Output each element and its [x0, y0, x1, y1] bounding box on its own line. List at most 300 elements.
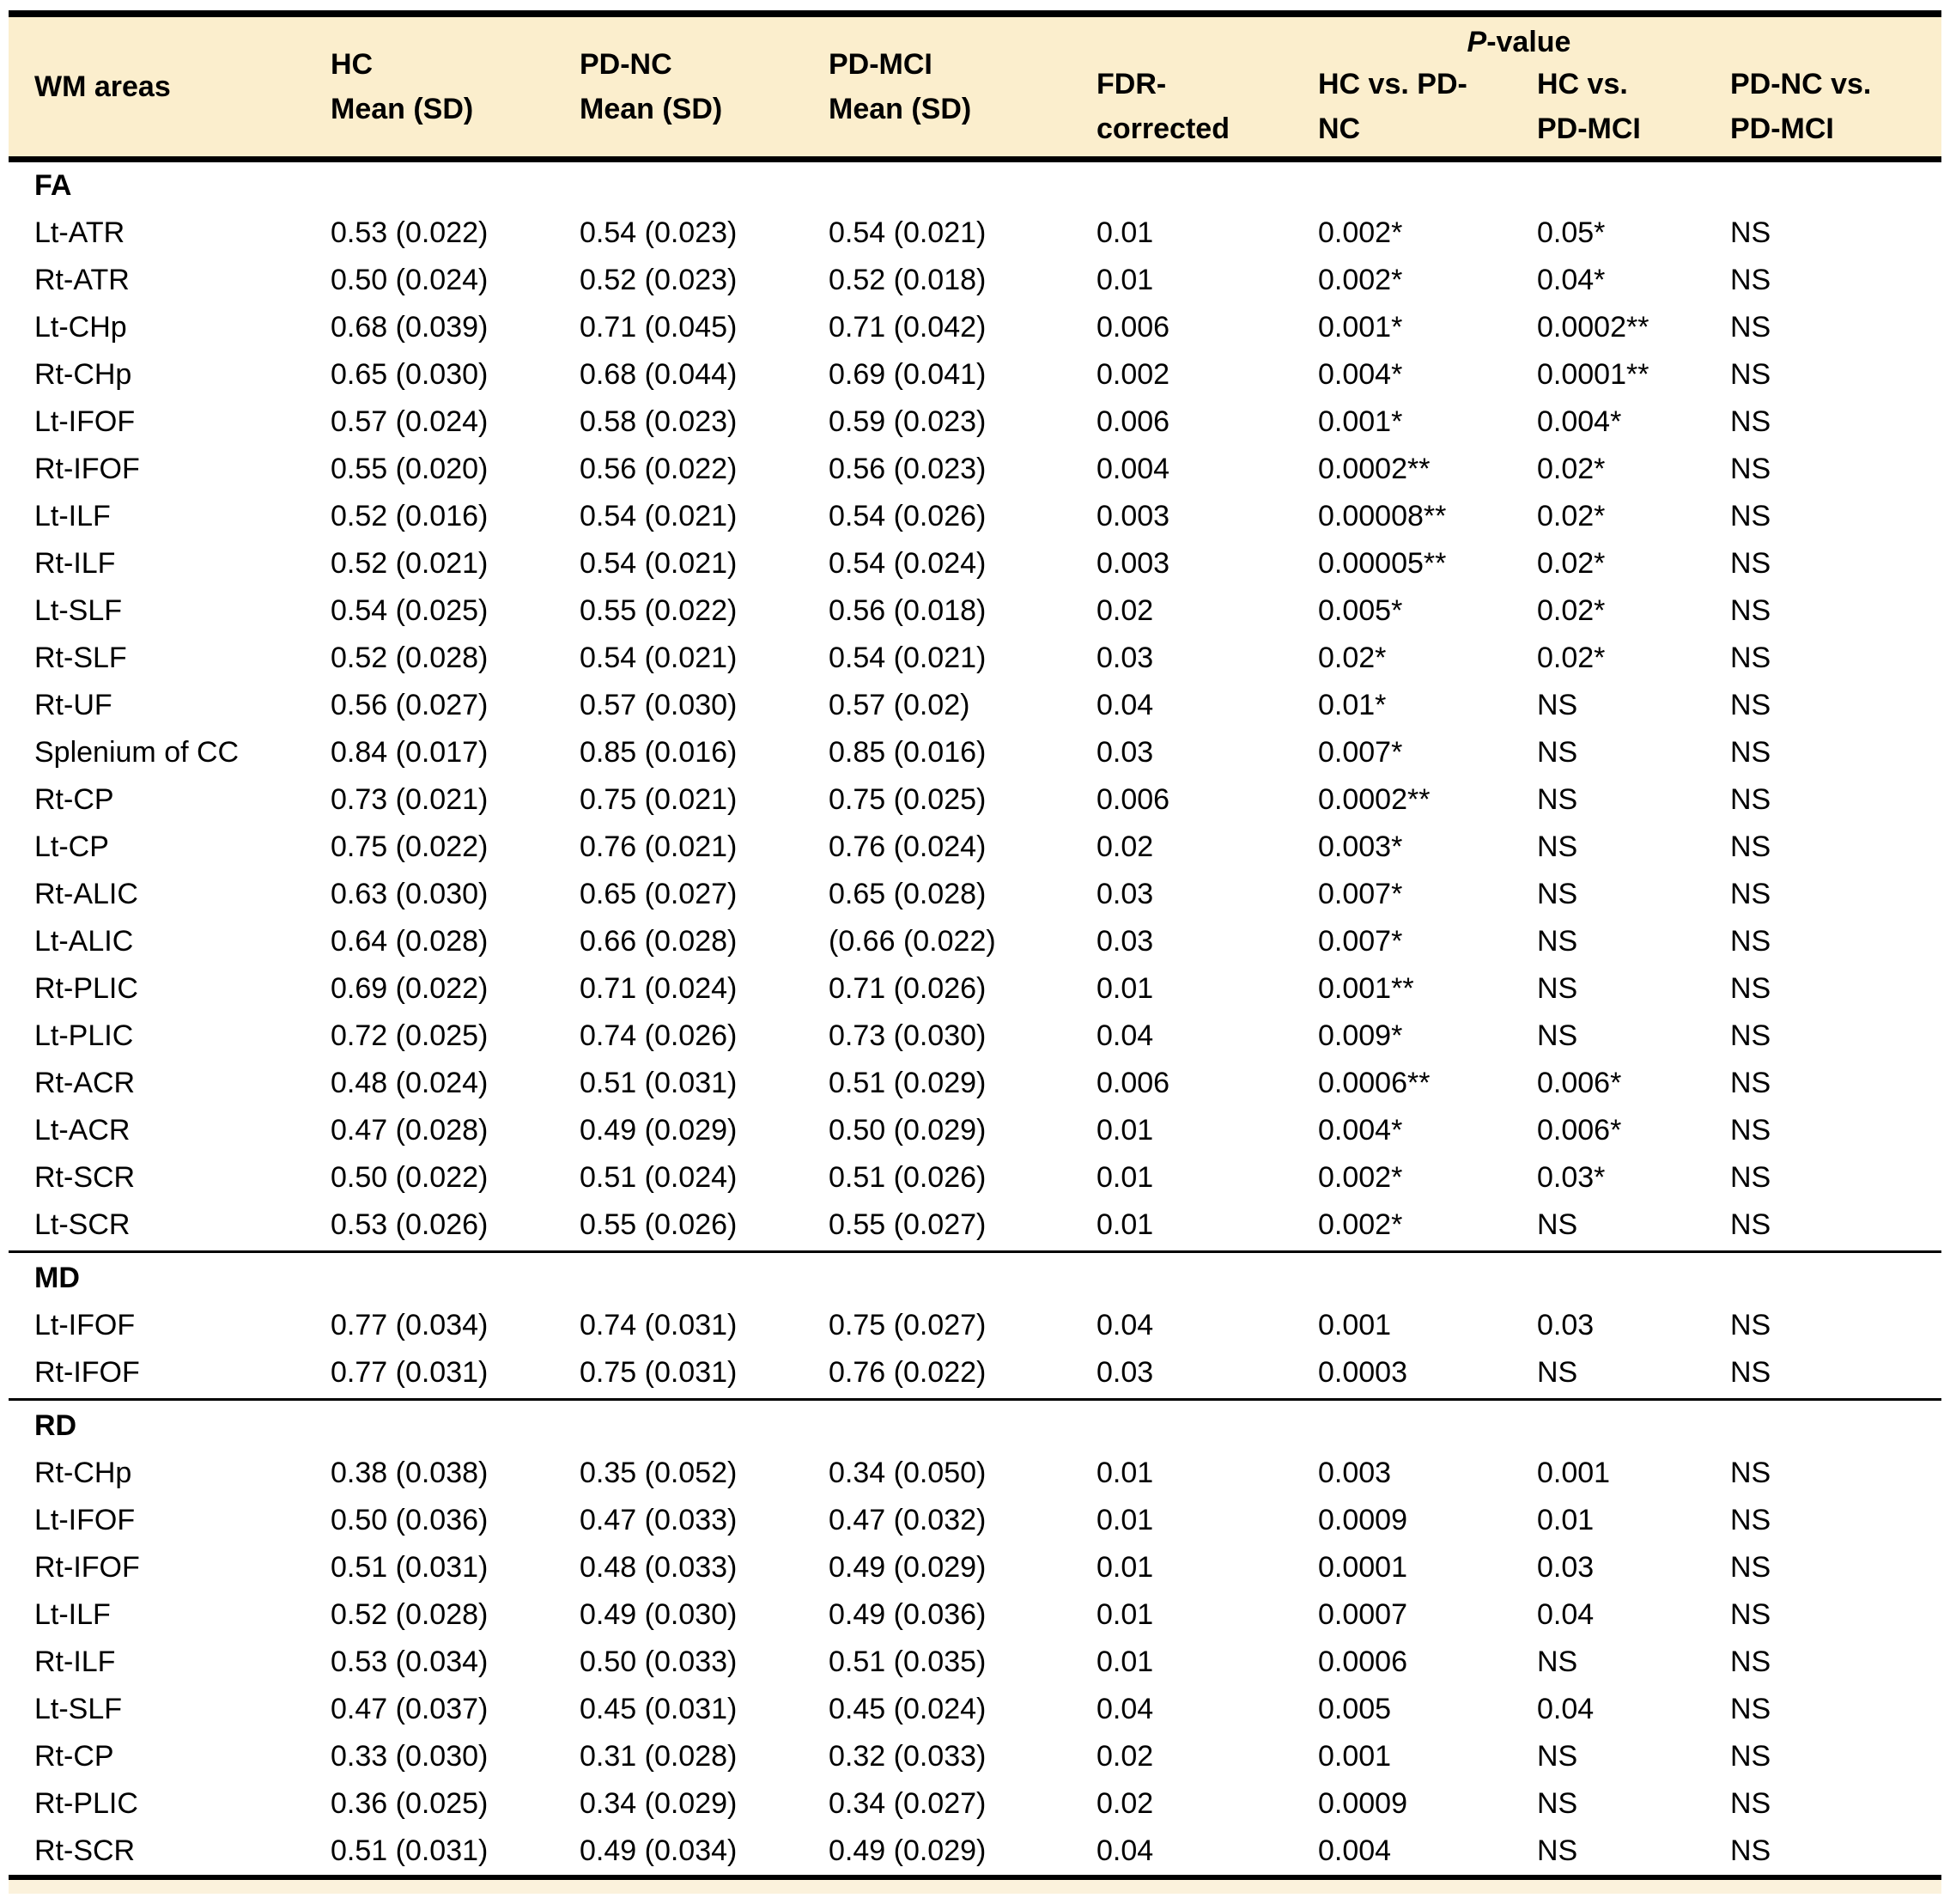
cell-fdr-corrected: 0.01 — [1096, 264, 1154, 296]
cell-pdnc-mean-sd: 0.57 (0.030) — [580, 689, 738, 721]
cell-p-hc-vs-pdmci: NS — [1537, 783, 1578, 816]
cell-p-hc-vs-pdnc: 0.001** — [1318, 972, 1414, 1005]
cell-pdmci-mean-sd: 0.47 (0.032) — [829, 1504, 987, 1536]
cell-hc-mean-sd: 0.50 (0.024) — [331, 264, 489, 296]
cell-pdmci-mean-sd: 0.51 (0.029) — [829, 1067, 987, 1099]
table-row — [9, 1107, 1941, 1154]
cell-p-hc-vs-pdnc: 0.0007 — [1318, 1598, 1407, 1631]
cell-p-hc-vs-pdnc: 0.001* — [1318, 405, 1403, 438]
cell-fdr-corrected: 0.03 — [1096, 925, 1154, 958]
cell-pdmci-mean-sd: 0.56 (0.023) — [829, 453, 987, 485]
table-row — [9, 398, 1941, 446]
cell-hc-mean-sd: 0.56 (0.027) — [331, 689, 489, 721]
cell-fdr-corrected: 0.01 — [1096, 1114, 1154, 1147]
cell-wm-area: Lt-IFOF — [34, 405, 136, 438]
cell-pdnc-mean-sd: 0.65 (0.027) — [580, 878, 738, 910]
cell-pdnc-mean-sd: 0.49 (0.029) — [580, 1114, 738, 1147]
table-row — [9, 1302, 1941, 1349]
cell-pdnc-mean-sd: 0.58 (0.023) — [580, 405, 738, 438]
cell-wm-area: Lt-IFOF — [34, 1504, 136, 1536]
cell-pdnc-mean-sd: 0.47 (0.033) — [580, 1504, 738, 1536]
cell-p-pdnc-vs-pdmci: NS — [1730, 1834, 1771, 1867]
header-pdnc-label: PD-NC — [580, 48, 672, 81]
bottom-highlight-strip — [9, 1880, 1941, 1894]
header-pdnc-vs-pdmci — [1730, 62, 1941, 156]
table-row — [9, 210, 1941, 257]
cell-wm-area: Lt-ALIC — [34, 925, 134, 958]
cell-hc-mean-sd: 0.75 (0.022) — [331, 830, 489, 863]
cell-fdr-corrected: 0.02 — [1096, 594, 1154, 627]
cell-p-pdnc-vs-pdmci: NS — [1730, 358, 1771, 391]
section-label-row — [9, 1402, 1941, 1450]
cell-hc-mean-sd: 0.36 (0.025) — [331, 1787, 489, 1820]
cell-hc-mean-sd: 0.53 (0.034) — [331, 1645, 489, 1678]
section-label-row — [9, 162, 1941, 210]
cell-p-hc-vs-pdnc: 0.0003 — [1318, 1356, 1407, 1389]
cell-pdmci-mean-sd: 0.54 (0.021) — [829, 216, 987, 249]
cell-hc-mean-sd: 0.77 (0.031) — [331, 1356, 489, 1389]
cell-fdr-corrected: 0.04 — [1096, 1309, 1154, 1341]
cell-p-pdnc-vs-pdmci: NS — [1730, 500, 1771, 532]
cell-p-pdnc-vs-pdmci: NS — [1730, 783, 1771, 816]
cell-pdnc-mean-sd: 0.71 (0.024) — [580, 972, 738, 1005]
cell-pdnc-mean-sd: 0.51 (0.024) — [580, 1161, 738, 1194]
cell-fdr-corrected: 0.003 — [1096, 500, 1170, 532]
header-fdr-line1: FDR- — [1096, 68, 1167, 100]
header-hc-label: HC — [331, 48, 374, 81]
section-label: RD — [34, 1409, 77, 1442]
table-row — [9, 1060, 1941, 1107]
table-row — [9, 1201, 1941, 1249]
cell-wm-area: Lt-SLF — [34, 1693, 123, 1725]
table-row — [9, 1349, 1941, 1396]
cell-p-hc-vs-pdmci: NS — [1537, 830, 1578, 863]
table-row — [9, 682, 1941, 729]
cell-pdmci-mean-sd: 0.59 (0.023) — [829, 405, 987, 438]
table-row — [9, 1639, 1941, 1686]
header-hc-vs-pdnc-line2: NC — [1318, 113, 1361, 145]
cell-p-pdnc-vs-pdmci: NS — [1730, 453, 1771, 485]
cell-p-hc-vs-pdnc: 0.002* — [1318, 264, 1403, 296]
section-label: FA — [34, 169, 72, 202]
section-divider-rule — [9, 1398, 1941, 1401]
cell-p-pdnc-vs-pdmci: NS — [1730, 405, 1771, 438]
cell-p-hc-vs-pdnc: 0.0006** — [1318, 1067, 1431, 1099]
cell-pdnc-mean-sd: 0.54 (0.021) — [580, 500, 738, 532]
cell-fdr-corrected: 0.02 — [1096, 830, 1154, 863]
cell-p-hc-vs-pdmci: 0.04 — [1537, 1598, 1595, 1631]
cell-pdnc-mean-sd: 0.75 (0.031) — [580, 1356, 738, 1389]
cell-fdr-corrected: 0.003 — [1096, 547, 1170, 580]
cell-pdnc-mean-sd: 0.48 (0.033) — [580, 1551, 738, 1584]
table-row — [9, 635, 1941, 682]
cell-hc-mean-sd: 0.64 (0.028) — [331, 925, 489, 958]
cell-hc-mean-sd: 0.33 (0.030) — [331, 1740, 489, 1773]
cell-p-hc-vs-pdnc: 0.002* — [1318, 1161, 1403, 1194]
table-row — [9, 1780, 1941, 1828]
table-body — [9, 162, 1941, 1875]
cell-hc-mean-sd: 0.63 (0.030) — [331, 878, 489, 910]
cell-wm-area: Rt-CHp — [34, 1457, 132, 1489]
cell-hc-mean-sd: 0.72 (0.025) — [331, 1019, 489, 1052]
cell-pdnc-mean-sd: 0.74 (0.031) — [580, 1309, 738, 1341]
cell-wm-area: Rt-ACR — [34, 1067, 136, 1099]
cell-wm-area: Lt-CHp — [34, 311, 127, 344]
cell-fdr-corrected: 0.01 — [1096, 1551, 1154, 1584]
cell-pdmci-mean-sd: 0.51 (0.035) — [829, 1645, 987, 1678]
cell-p-hc-vs-pdnc: 0.0002** — [1318, 783, 1431, 816]
cell-hc-mean-sd: 0.52 (0.028) — [331, 1598, 489, 1631]
cell-pdmci-mean-sd: 0.32 (0.033) — [829, 1740, 987, 1773]
cell-p-hc-vs-pdmci: NS — [1537, 1645, 1578, 1678]
cell-pdnc-mean-sd: 0.55 (0.026) — [580, 1208, 738, 1241]
cell-pdmci-mean-sd: 0.49 (0.036) — [829, 1598, 987, 1631]
cell-hc-mean-sd: 0.54 (0.025) — [331, 594, 489, 627]
cell-p-pdnc-vs-pdmci: NS — [1730, 736, 1771, 769]
table-row — [9, 729, 1941, 776]
table-row — [9, 1154, 1941, 1201]
cell-pdnc-mean-sd: 0.74 (0.026) — [580, 1019, 738, 1052]
statistics-table — [9, 10, 1941, 1894]
table-row — [9, 1591, 1941, 1639]
cell-hc-mean-sd: 0.47 (0.037) — [331, 1693, 489, 1725]
cell-p-hc-vs-pdnc: 0.02* — [1318, 642, 1387, 674]
cell-fdr-corrected: 0.004 — [1096, 453, 1170, 485]
cell-p-hc-vs-pdnc: 0.007* — [1318, 878, 1403, 910]
cell-p-hc-vs-pdmci: 0.03 — [1537, 1309, 1595, 1341]
cell-p-hc-vs-pdnc: 0.00008** — [1318, 500, 1447, 532]
cell-p-hc-vs-pdnc: 0.001 — [1318, 1309, 1392, 1341]
table-row — [9, 918, 1941, 965]
cell-wm-area: Lt-ATR — [34, 216, 125, 249]
cell-hc-mean-sd: 0.48 (0.024) — [331, 1067, 489, 1099]
cell-fdr-corrected: 0.02 — [1096, 1787, 1154, 1820]
cell-hc-mean-sd: 0.53 (0.026) — [331, 1208, 489, 1241]
cell-pdnc-mean-sd: 0.54 (0.021) — [580, 642, 738, 674]
cell-pdmci-mean-sd: 0.71 (0.026) — [829, 972, 987, 1005]
cell-fdr-corrected: 0.04 — [1096, 1693, 1154, 1725]
cell-p-hc-vs-pdmci: 0.03* — [1537, 1161, 1606, 1194]
cell-p-pdnc-vs-pdmci: NS — [1730, 1161, 1771, 1194]
table-row — [9, 1544, 1941, 1591]
cell-p-hc-vs-pdmci: NS — [1537, 689, 1578, 721]
cell-pdmci-mean-sd: 0.75 (0.025) — [829, 783, 987, 816]
cell-p-hc-vs-pdnc: 0.004* — [1318, 1114, 1403, 1147]
cell-p-pdnc-vs-pdmci: NS — [1730, 642, 1771, 674]
cell-p-hc-vs-pdmci: NS — [1537, 878, 1578, 910]
cell-p-hc-vs-pdnc: 0.0001 — [1318, 1551, 1407, 1584]
cell-p-hc-vs-pdnc: 0.0002** — [1318, 453, 1431, 485]
cell-wm-area: Rt-CP — [34, 1740, 114, 1773]
cell-hc-mean-sd: 0.50 (0.036) — [331, 1504, 489, 1536]
cell-p-hc-vs-pdmci: 0.0002** — [1537, 311, 1649, 344]
header-hc-vs-pdnc-line1: HC vs. PD- — [1318, 68, 1467, 100]
cell-pdmci-mean-sd: 0.34 (0.050) — [829, 1457, 987, 1489]
header-pdmci — [829, 17, 1096, 156]
cell-wm-area: Rt-IFOF — [34, 1551, 140, 1584]
cell-fdr-corrected: 0.04 — [1096, 1834, 1154, 1867]
cell-p-pdnc-vs-pdmci: NS — [1730, 1693, 1771, 1725]
cell-wm-area: Lt-ILF — [34, 500, 111, 532]
cell-p-hc-vs-pdmci: 0.006* — [1537, 1114, 1622, 1147]
cell-fdr-corrected: 0.002 — [1096, 358, 1170, 391]
header-hc-vs-pdnc — [1318, 62, 1537, 156]
cell-pdnc-mean-sd: 0.35 (0.052) — [580, 1457, 738, 1489]
cell-p-hc-vs-pdnc: 0.0006 — [1318, 1645, 1407, 1678]
cell-p-hc-vs-pdnc: 0.001 — [1318, 1740, 1392, 1773]
cell-p-pdnc-vs-pdmci: NS — [1730, 878, 1771, 910]
header-pdnc-sub: Mean (SD) — [580, 93, 723, 125]
cell-p-pdnc-vs-pdmci: NS — [1730, 1598, 1771, 1631]
cell-p-pdnc-vs-pdmci: NS — [1730, 1551, 1771, 1584]
cell-pdmci-mean-sd: 0.55 (0.027) — [829, 1208, 987, 1241]
cell-fdr-corrected: 0.01 — [1096, 1208, 1154, 1241]
cell-p-hc-vs-pdmci: NS — [1537, 972, 1578, 1005]
cell-pdnc-mean-sd: 0.68 (0.044) — [580, 358, 738, 391]
cell-pdmci-mean-sd: 0.69 (0.041) — [829, 358, 987, 391]
cell-hc-mean-sd: 0.50 (0.022) — [331, 1161, 489, 1194]
cell-wm-area: Lt-SLF — [34, 594, 123, 627]
cell-p-pdnc-vs-pdmci: NS — [1730, 925, 1771, 958]
cell-hc-mean-sd: 0.53 (0.022) — [331, 216, 489, 249]
cell-fdr-corrected: 0.006 — [1096, 1067, 1170, 1099]
table-row — [9, 304, 1941, 351]
cell-pdnc-mean-sd: 0.54 (0.023) — [580, 216, 738, 249]
header-p-value-rest: -value — [1486, 26, 1571, 58]
cell-fdr-corrected: 0.01 — [1096, 972, 1154, 1005]
cell-pdmci-mean-sd: 0.54 (0.026) — [829, 500, 987, 532]
cell-p-hc-vs-pdnc: 0.004 — [1318, 1834, 1392, 1867]
cell-hc-mean-sd: 0.38 (0.038) — [331, 1457, 489, 1489]
cell-p-hc-vs-pdnc: 0.004* — [1318, 358, 1403, 391]
cell-p-hc-vs-pdnc: 0.005* — [1318, 594, 1403, 627]
cell-p-hc-vs-pdmci: 0.02* — [1537, 547, 1606, 580]
cell-wm-area: Rt-IFOF — [34, 1356, 140, 1389]
cell-pdnc-mean-sd: 0.45 (0.031) — [580, 1693, 738, 1725]
header-pdnc — [580, 17, 829, 156]
cell-hc-mean-sd: 0.51 (0.031) — [331, 1834, 489, 1867]
header-fdr-corrected — [1096, 62, 1318, 156]
cell-p-hc-vs-pdmci: 0.02* — [1537, 453, 1606, 485]
header-hc-sub: Mean (SD) — [331, 93, 474, 125]
cell-pdnc-mean-sd: 0.71 (0.045) — [580, 311, 738, 344]
cell-p-pdnc-vs-pdmci: NS — [1730, 1067, 1771, 1099]
cell-pdmci-mean-sd: 0.85 (0.016) — [829, 736, 987, 769]
cell-p-hc-vs-pdnc: 0.007* — [1318, 925, 1403, 958]
cell-p-hc-vs-pdmci: NS — [1537, 1208, 1578, 1241]
header-wm-areas — [34, 17, 331, 156]
cell-p-pdnc-vs-pdmci: NS — [1730, 216, 1771, 249]
cell-fdr-corrected: 0.006 — [1096, 311, 1170, 344]
cell-fdr-corrected: 0.03 — [1096, 1356, 1154, 1389]
cell-wm-area: Lt-ILF — [34, 1598, 111, 1631]
cell-p-hc-vs-pdmci: 0.02* — [1537, 500, 1606, 532]
cell-fdr-corrected: 0.01 — [1096, 1457, 1154, 1489]
table-row — [9, 1450, 1941, 1497]
cell-p-pdnc-vs-pdmci: NS — [1730, 1457, 1771, 1489]
cell-fdr-corrected: 0.04 — [1096, 1019, 1154, 1052]
section-label: MD — [34, 1262, 80, 1294]
cell-p-hc-vs-pdnc: 0.002* — [1318, 1208, 1403, 1241]
cell-p-hc-vs-pdmci: 0.01 — [1537, 1504, 1595, 1536]
cell-hc-mean-sd: 0.51 (0.031) — [331, 1551, 489, 1584]
section-label-row — [9, 1255, 1941, 1302]
cell-hc-mean-sd: 0.52 (0.016) — [331, 500, 489, 532]
header-hc-vs-pdmci-line2: PD-MCI — [1537, 113, 1641, 145]
table-row — [9, 446, 1941, 493]
cell-pdnc-mean-sd: 0.50 (0.033) — [580, 1645, 738, 1678]
header-pdnc-vs-pdmci-line2: PD-MCI — [1730, 113, 1834, 145]
cell-pdnc-mean-sd: 0.76 (0.021) — [580, 830, 738, 863]
cell-wm-area: Rt-ALIC — [34, 878, 138, 910]
cell-p-pdnc-vs-pdmci: NS — [1730, 1208, 1771, 1241]
cell-pdnc-mean-sd: 0.34 (0.029) — [580, 1787, 738, 1820]
cell-p-hc-vs-pdnc: 0.0009 — [1318, 1504, 1407, 1536]
cell-wm-area: Rt-CHp — [34, 358, 132, 391]
table-row — [9, 1013, 1941, 1060]
cell-p-hc-vs-pdmci: 0.02* — [1537, 594, 1606, 627]
cell-hc-mean-sd: 0.65 (0.030) — [331, 358, 489, 391]
cell-p-hc-vs-pdnc: 0.0009 — [1318, 1787, 1407, 1820]
table-row — [9, 871, 1941, 918]
cell-p-pdnc-vs-pdmci: NS — [1730, 594, 1771, 627]
section-divider-rule — [9, 1250, 1941, 1253]
cell-pdnc-mean-sd: 0.56 (0.022) — [580, 453, 738, 485]
cell-hc-mean-sd: 0.73 (0.021) — [331, 783, 489, 816]
cell-hc-mean-sd: 0.68 (0.039) — [331, 311, 489, 344]
cell-p-pdnc-vs-pdmci: NS — [1730, 1309, 1771, 1341]
cell-wm-area: Rt-SCR — [34, 1834, 136, 1867]
cell-pdmci-mean-sd: 0.51 (0.026) — [829, 1161, 987, 1194]
cell-fdr-corrected: 0.01 — [1096, 1161, 1154, 1194]
cell-p-pdnc-vs-pdmci: NS — [1730, 264, 1771, 296]
cell-p-hc-vs-pdmci: 0.04 — [1537, 1693, 1595, 1725]
cell-p-hc-vs-pdmci: 0.0001** — [1537, 358, 1649, 391]
cell-hc-mean-sd: 0.55 (0.020) — [331, 453, 489, 485]
cell-p-hc-vs-pdmci: 0.04* — [1537, 264, 1606, 296]
cell-p-hc-vs-pdnc: 0.003 — [1318, 1457, 1392, 1489]
cell-wm-area: Rt-UF — [34, 689, 112, 721]
cell-fdr-corrected: 0.03 — [1096, 878, 1154, 910]
cell-p-hc-vs-pdmci: NS — [1537, 1740, 1578, 1773]
header-wm-areas-label: WM areas — [34, 70, 171, 103]
header-hc-vs-pdmci-line1: HC vs. — [1537, 68, 1628, 100]
cell-wm-area: Lt-PLIC — [34, 1019, 134, 1052]
cell-p-pdnc-vs-pdmci: NS — [1730, 1019, 1771, 1052]
cell-hc-mean-sd: 0.77 (0.034) — [331, 1309, 489, 1341]
cell-p-hc-vs-pdmci: 0.001 — [1537, 1457, 1611, 1489]
cell-p-hc-vs-pdnc: 0.003* — [1318, 830, 1403, 863]
cell-hc-mean-sd: 0.84 (0.017) — [331, 736, 489, 769]
cell-pdmci-mean-sd: 0.34 (0.027) — [829, 1787, 987, 1820]
table-row — [9, 776, 1941, 824]
cell-hc-mean-sd: 0.69 (0.022) — [331, 972, 489, 1005]
cell-p-pdnc-vs-pdmci: NS — [1730, 1787, 1771, 1820]
cell-p-hc-vs-pdnc: 0.00005** — [1318, 547, 1447, 580]
table-header — [9, 17, 1941, 156]
cell-pdnc-mean-sd: 0.54 (0.021) — [580, 547, 738, 580]
cell-p-hc-vs-pdnc: 0.002* — [1318, 216, 1403, 249]
cell-wm-area: Lt-CP — [34, 830, 109, 863]
cell-p-pdnc-vs-pdmci: NS — [1730, 972, 1771, 1005]
cell-p-hc-vs-pdmci: 0.006* — [1537, 1067, 1622, 1099]
cell-pdmci-mean-sd: 0.49 (0.029) — [829, 1551, 987, 1584]
cell-p-pdnc-vs-pdmci: NS — [1730, 1740, 1771, 1773]
cell-pdnc-mean-sd: 0.55 (0.022) — [580, 594, 738, 627]
cell-p-hc-vs-pdmci: 0.004* — [1537, 405, 1622, 438]
cell-wm-area: Rt-ILF — [34, 1645, 116, 1678]
cell-p-hc-vs-pdnc: 0.007* — [1318, 736, 1403, 769]
table-row — [9, 1497, 1941, 1544]
cell-p-hc-vs-pdmci: NS — [1537, 925, 1578, 958]
cell-fdr-corrected: 0.01 — [1096, 1598, 1154, 1631]
cell-p-hc-vs-pdmci: NS — [1537, 1019, 1578, 1052]
header-hc-vs-pdmci — [1537, 62, 1730, 156]
table-row — [9, 540, 1941, 587]
cell-p-hc-vs-pdnc: 0.005 — [1318, 1693, 1392, 1725]
cell-fdr-corrected: 0.03 — [1096, 642, 1154, 674]
cell-p-pdnc-vs-pdmci: NS — [1730, 311, 1771, 344]
cell-p-pdnc-vs-pdmci: NS — [1730, 830, 1771, 863]
cell-wm-area: Rt-CP — [34, 783, 114, 816]
cell-pdnc-mean-sd: 0.49 (0.030) — [580, 1598, 738, 1631]
cell-fdr-corrected: 0.01 — [1096, 1645, 1154, 1678]
cell-wm-area: Rt-IFOF — [34, 453, 140, 485]
cell-fdr-corrected: 0.02 — [1096, 1740, 1154, 1773]
header-pdnc-vs-pdmci-line1: PD-NC vs. — [1730, 68, 1872, 100]
cell-pdmci-mean-sd: 0.57 (0.02) — [829, 689, 970, 721]
cell-pdnc-mean-sd: 0.66 (0.028) — [580, 925, 738, 958]
cell-pdmci-mean-sd: 0.75 (0.027) — [829, 1309, 987, 1341]
cell-p-hc-vs-pdmci: 0.05* — [1537, 216, 1606, 249]
cell-wm-area: Rt-ATR — [34, 264, 130, 296]
cell-pdnc-mean-sd: 0.51 (0.031) — [580, 1067, 738, 1099]
cell-fdr-corrected: 0.006 — [1096, 405, 1170, 438]
cell-wm-area: Rt-PLIC — [34, 972, 138, 1005]
cell-pdnc-mean-sd: 0.49 (0.034) — [580, 1834, 738, 1867]
table-row — [9, 1828, 1941, 1875]
cell-wm-area: Rt-SCR — [34, 1161, 136, 1194]
header-hc — [331, 17, 580, 156]
cell-pdmci-mean-sd: 0.49 (0.029) — [829, 1834, 987, 1867]
cell-p-hc-vs-pdmci: NS — [1537, 736, 1578, 769]
cell-p-pdnc-vs-pdmci: NS — [1730, 1504, 1771, 1536]
cell-p-hc-vs-pdmci: NS — [1537, 1834, 1578, 1867]
cell-p-pdnc-vs-pdmci: NS — [1730, 547, 1771, 580]
cell-p-hc-vs-pdnc: 0.01* — [1318, 689, 1387, 721]
cell-p-hc-vs-pdmci: 0.03 — [1537, 1551, 1595, 1584]
header-p-value-italic: P — [1467, 26, 1487, 58]
cell-pdmci-mean-sd: 0.54 (0.021) — [829, 642, 987, 674]
cell-wm-area: Lt-IFOF — [34, 1309, 136, 1341]
cell-pdmci-mean-sd: 0.56 (0.018) — [829, 594, 987, 627]
table-row — [9, 824, 1941, 871]
cell-p-pdnc-vs-pdmci: NS — [1730, 1645, 1771, 1678]
cell-pdnc-mean-sd: 0.31 (0.028) — [580, 1740, 738, 1773]
table-row — [9, 493, 1941, 540]
cell-fdr-corrected: 0.006 — [1096, 783, 1170, 816]
cell-hc-mean-sd: 0.52 (0.028) — [331, 642, 489, 674]
cell-pdnc-mean-sd: 0.75 (0.021) — [580, 783, 738, 816]
cell-hc-mean-sd: 0.52 (0.021) — [331, 547, 489, 580]
cell-wm-area: Lt-ACR — [34, 1114, 131, 1147]
table-row — [9, 965, 1941, 1013]
cell-wm-area: Splenium of CC — [34, 736, 240, 769]
table-row — [9, 351, 1941, 398]
cell-pdmci-mean-sd: 0.54 (0.024) — [829, 547, 987, 580]
table-row — [9, 1733, 1941, 1780]
cell-hc-mean-sd: 0.47 (0.028) — [331, 1114, 489, 1147]
